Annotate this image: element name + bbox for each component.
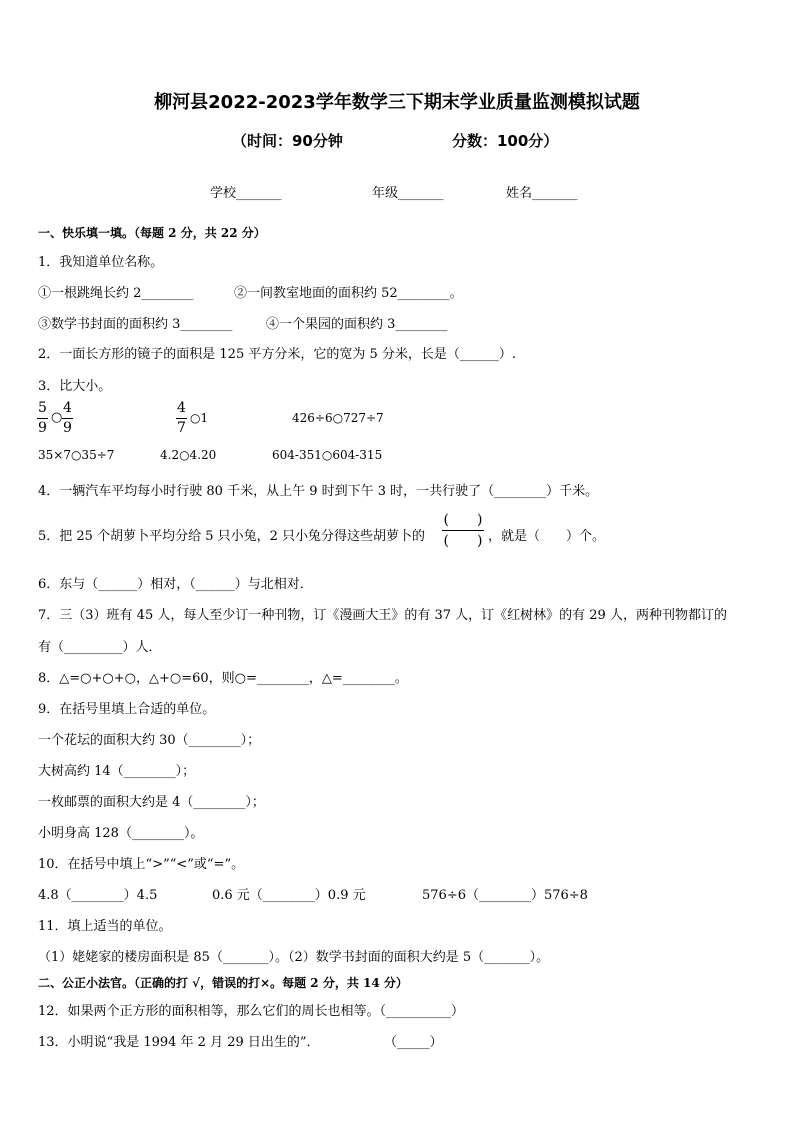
question-5-tail: ，就是（ ）个。 [488, 529, 606, 544]
answer-fraction [442, 511, 484, 550]
fraction-denominator: 7 [177, 420, 186, 436]
fraction-bar [62, 418, 73, 419]
question-3: 3．比大小。 [38, 379, 112, 394]
question-6: 6．东与（______）相对，（______）与北相对． [38, 577, 313, 592]
fraction-bar [442, 530, 484, 531]
question-2: 2．一面长方形的镜子的面积是 125 平方分米，它的宽为 5 分米，长是（______）. [38, 347, 517, 362]
fraction-numerator: 4 [63, 400, 72, 416]
question-1-a: ①一根跳绳长约 2________ [38, 286, 194, 301]
compare-subtract: 604-351○604-315 [272, 448, 383, 462]
exam-score: 分数：100分） [452, 132, 559, 150]
question-7-line-2: 有（_________）人． [38, 640, 162, 655]
school-field: 学校_______ [210, 186, 282, 201]
fraction-bar [37, 418, 48, 419]
question-10-b: 0.6 元（________）0.9 元 [212, 888, 366, 903]
fraction-numerator: ( ) [443, 512, 483, 528]
question-13-answer: （_____） [384, 1035, 443, 1050]
question-5-text: 5．把 25 个胡萝卜平均分给 5 只小兔，2 只小兔分得这些胡萝卜的 [38, 529, 426, 544]
question-1-b: ②一间教室地面的面积约 52________。 [234, 286, 463, 301]
question-10-a: 4.8（________）4.5 [38, 888, 158, 903]
question-9-b: 大树高约 14（________）； [38, 764, 196, 779]
fraction-4-7 [176, 400, 187, 437]
question-11: 11．填上适当的单位。 [38, 919, 172, 934]
compare-multiply: 35×7○35÷7 [38, 448, 115, 462]
question-1-d: ④一个果园的面积约 3________ [266, 317, 448, 332]
question-13: 13．小明说“我是 1994 年 2 月 29 日出生的”． [38, 1035, 320, 1050]
name-field: 姓名_______ [506, 186, 578, 201]
fraction-5-9 [37, 400, 48, 437]
compare-decimal: 4.2○4.20 [160, 448, 217, 462]
compare-circle: ○ [51, 410, 63, 425]
fraction-4-9 [62, 400, 73, 437]
fraction-denominator: 9 [38, 420, 47, 436]
question-9-c: 一枚邮票的面积大约是 4（________）； [38, 795, 265, 810]
fraction-denominator: ( ) [443, 533, 483, 549]
grade-field: 年级_______ [372, 186, 444, 201]
fraction-numerator: 5 [38, 400, 47, 416]
page-title: 柳河县2022-2023学年数学三下期末学业质量监测模拟试题 [154, 92, 640, 113]
fraction-bar [176, 418, 187, 419]
question-10-c: 576÷6（________）576÷8 [422, 888, 588, 903]
fraction-denominator: 9 [63, 420, 72, 436]
question-1: 1．我知道单位名称。 [38, 255, 164, 270]
compare-division: 426÷6○727÷7 [292, 411, 384, 425]
exam-time: （时间：90分钟 [232, 132, 343, 150]
question-9-a: 一个花坛的面积大约 30（________）； [38, 733, 261, 748]
question-9-d: 小明身高 128（________）。 [38, 826, 204, 841]
question-8: 8．△=○+○+○，△+○=60，则○=________，△=________。 [38, 671, 408, 686]
question-12: 12．如果两个正方形的面积相等，那么它们的周长也相等。（__________） [38, 1004, 465, 1019]
question-9: 9．在括号里填上合适的单位。 [38, 702, 216, 717]
question-7-line-1: 7．三（3）班有 45 人，每人至少订一种刊物，订《漫画大王》的有 37 人，订《红树林》的有 29 人，两种刊物都订的 [38, 608, 727, 623]
compare-one: ○1 [190, 411, 209, 425]
question-4: 4．一辆汽车平均每小时行驶 80 千米，从上午 9 时到下午 3 时，一共行驶了（________）千米。 [38, 484, 599, 499]
fraction-numerator: 4 [177, 400, 186, 416]
section-2-heading: 二、公正小法官。（正确的打 √，错误的打×。每题 2 分，共 14 分） [38, 976, 408, 990]
question-11-a: （1）姥姥家的楼房面积是 85（_______）。（2）数学书封面的面积大约是 5（_______）。 [38, 950, 550, 965]
section-1-heading: 一、快乐填一填。（每题 2 分，共 22 分） [38, 226, 266, 240]
question-10: 10．在括号中填上“>”“<”或“=”。 [38, 857, 245, 872]
question-1-c: ③数学书封面的面积约 3________ [38, 317, 233, 332]
